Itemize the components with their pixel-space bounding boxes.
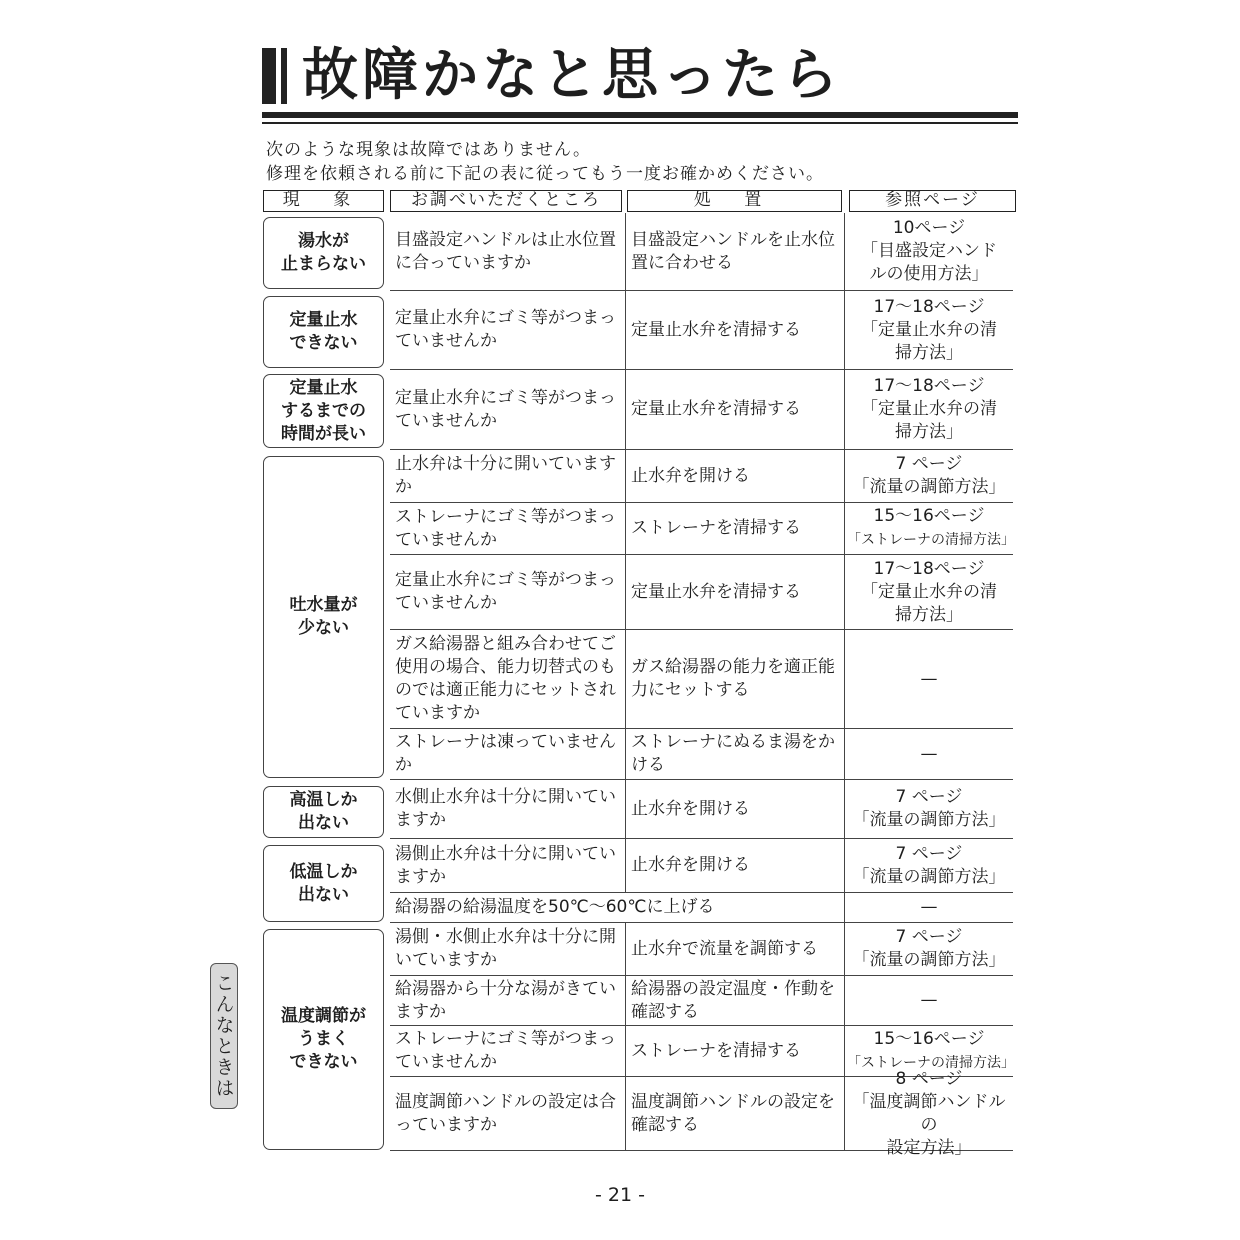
ref-title: 「ストレーナの清掃方法」 [847, 1054, 1015, 1071]
ref-text: 7 ページ 「流量の調節方法」 [852, 843, 1006, 887]
symptom-box [263, 456, 384, 778]
ref-text: 7 ページ 「流量の調節方法」 [852, 787, 1006, 830]
action-cell: 定量止水弁を清掃する [626, 555, 845, 629]
page-title: 故障かなと思ったら [302, 43, 842, 108]
ref-text: — [920, 990, 938, 1010]
ref-text: 7 ページ 「流量の調節方法」 [852, 927, 1006, 970]
check-cell: 定量止水弁にゴミ等がつまっていませんか [390, 555, 626, 629]
ref-cell [845, 839, 1013, 892]
ref-cell [845, 370, 1013, 449]
intro-line-1: 次のような現象は故障ではありません。 [266, 140, 592, 160]
intro-line-2: 修理を依頼される前に下記の表に従ってもう一度お確かめください。 [266, 164, 824, 184]
ref-title: 「ストレーナの清掃方法」 [847, 532, 1015, 548]
ref-text: — [920, 668, 938, 689]
ref-cell [845, 729, 1013, 779]
ref-page: 15〜16ページ [873, 506, 985, 526]
check-wide-cell: 給湯器の給湯温度を50℃〜60℃に上げる [390, 893, 845, 922]
side-tab-label: こんなときは [212, 973, 235, 1099]
action-cell: 給湯器の設定温度・作動を確認する [626, 976, 845, 1025]
action-cell: 止水弁を開ける [626, 839, 845, 892]
check-cell: ストレーナにゴミ等がつまっていませんか [390, 1026, 626, 1076]
symptom-box [263, 374, 384, 448]
ref-text: 7 ページ 「流量の調節方法」 [852, 454, 1006, 497]
check-cell: 止水弁は十分に開いていますか [390, 450, 626, 502]
symptom-box [263, 845, 384, 922]
table-row [390, 729, 1013, 780]
symptom-label: 定量止水 できない [289, 310, 358, 353]
action-cell: ガス給湯器の能力を適正能力にセットする [626, 630, 845, 728]
check-cell: 温度調節ハンドルの設定は合っていますか [390, 1077, 626, 1150]
ref-cell [845, 503, 1013, 554]
title-bar-mark [262, 48, 276, 104]
symptom-label: 湯水が 止まらない [281, 231, 366, 274]
ref-cell [845, 893, 1013, 922]
ref-text: 8 ページ 「温度調節ハンドルの 設定方法」 [852, 1068, 1006, 1158]
table-row [390, 213, 1013, 291]
intro-text [266, 138, 824, 186]
header-check: お調べいただくところ [390, 190, 622, 212]
ref-cell [845, 450, 1013, 502]
check-cell: ガス給湯器と組み合わせてご使用の場合、能力切替式のものでは適正能力にセットされていますか [390, 630, 626, 728]
table-row [390, 630, 1013, 729]
ref-cell [845, 923, 1013, 975]
table-row [390, 555, 1013, 630]
title-rule-thin [262, 122, 1018, 124]
symptom-label: 定量止水 するまでの 時間が長い [281, 377, 366, 444]
ref-cell [845, 976, 1013, 1025]
table-row [390, 1068, 1013, 1158]
symptom-box [263, 786, 384, 838]
check-cell: ストレーナは凍っていませんか [390, 729, 626, 779]
check-cell: 湯側止水弁は十分に開いていますか [390, 839, 626, 892]
ref-cell [845, 630, 1013, 728]
ref-text [847, 505, 1015, 552]
action-cell: 止水弁で流量を調節する [626, 923, 845, 975]
check-cell: 定量止水弁にゴミ等がつまっていませんか [390, 370, 626, 449]
title-rule [262, 112, 1018, 118]
header-ref: 参照ページ [849, 190, 1016, 212]
symptom-box [263, 929, 384, 1150]
table-row [390, 780, 1013, 839]
table-row [390, 893, 1013, 923]
action-cell: 温度調節ハンドルの設定を確認する [626, 1077, 845, 1150]
action-cell: ストレーナにぬるま湯をかける [626, 729, 845, 779]
action-cell: 定量止水弁を清掃する [626, 370, 845, 449]
section-side-tab [210, 963, 238, 1109]
check-cell: 湯側・水側止水弁は十分に開いていますか [390, 923, 626, 975]
action-cell: 定量止水弁を清掃する [626, 291, 845, 369]
ref-text: 17〜18ページ 「定量止水弁の清 掃方法」 [861, 558, 997, 625]
ref-text: — [920, 897, 938, 917]
symptom-label: 吐水量が 少ない [289, 595, 358, 638]
ref-text: 17〜18ページ 「定量止水弁の清 掃方法」 [861, 376, 997, 442]
action-cell: 目盛設定ハンドルを止水位置に合わせる [626, 213, 845, 290]
header-symptom: 現 象 [263, 190, 384, 212]
ref-text: 17〜18ページ 「定量止水弁の清 掃方法」 [861, 296, 997, 363]
table-row [390, 839, 1013, 893]
table-row [390, 976, 1013, 1026]
check-cell: 給湯器から十分な湯がきていますか [390, 976, 626, 1025]
action-cell: ストレーナを清掃する [626, 503, 845, 554]
ref-cell [845, 555, 1013, 629]
ref-text: — [920, 743, 938, 764]
check-cell: 水側止水弁は十分に開いていますか [390, 780, 626, 838]
title-bar-mark-thin [281, 48, 287, 104]
table-row [390, 450, 1013, 503]
table-row [390, 370, 1013, 450]
symptom-label: 温度調節が うまく できない [281, 1006, 366, 1072]
action-cell: 止水弁を開ける [626, 780, 845, 838]
ref-cell [845, 291, 1013, 369]
check-cell: ストレーナにゴミ等がつまっていませんか [390, 503, 626, 554]
page-number: - 21 - [595, 1184, 645, 1206]
table-row [390, 503, 1013, 555]
symptom-label: 高温しか 出ない [289, 790, 358, 833]
symptom-label: 低温しか 出ない [289, 861, 358, 905]
symptom-box [263, 296, 384, 368]
action-cell: 止水弁を開ける [626, 450, 845, 502]
check-cell: 目盛設定ハンドルは止水位置に合っていますか [390, 213, 626, 290]
table-row [390, 923, 1013, 976]
ref-cell [845, 1068, 1013, 1158]
table-row [390, 291, 1013, 370]
symptom-box [263, 217, 384, 289]
header-action: 処 置 [627, 190, 842, 212]
ref-cell [845, 780, 1013, 838]
ref-cell [845, 213, 1013, 290]
ref-text: 10ページ 「目盛設定ハンド ルの使用方法」 [861, 218, 997, 284]
check-cell: 定量止水弁にゴミ等がつまっていませんか [390, 291, 626, 369]
action-cell: ストレーナを清掃する [626, 1026, 845, 1076]
ref-page: 15〜16ページ [873, 1028, 985, 1049]
